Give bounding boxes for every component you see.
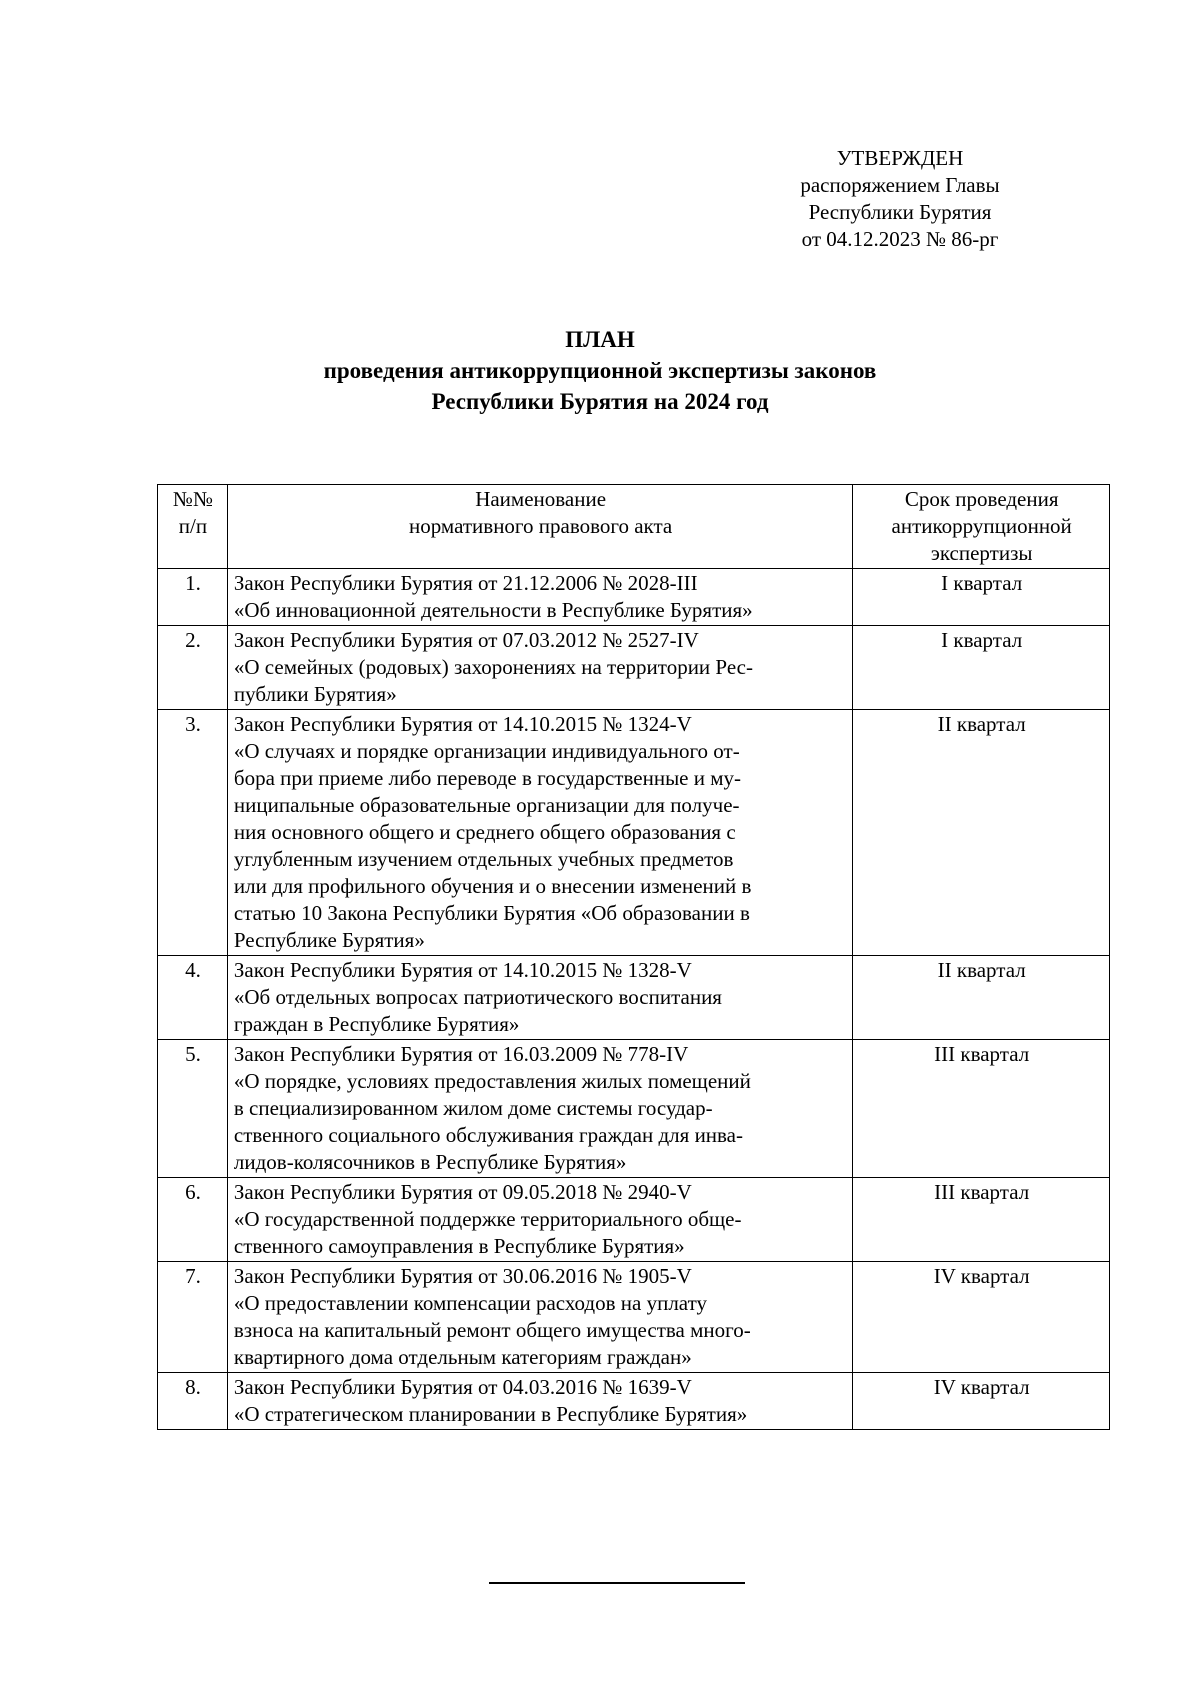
approval-date-number: от 04.12.2023 № 86-рг xyxy=(801,227,999,251)
table-row xyxy=(158,710,1110,956)
act-reference: Закон Республики Бурятия от 30.06.2016 № 1905-V xyxy=(233,1264,692,1288)
act-title-line: «Об отдельных вопросах патриотического воспитания xyxy=(233,985,722,1009)
plan-table xyxy=(157,484,1110,1430)
approval-line: распоряжением Главы xyxy=(800,173,1000,197)
term-cell: III квартал xyxy=(853,1178,1110,1262)
act-title-line: ния основного общего и среднего общего образования с xyxy=(233,820,736,844)
act-title-line: «О семейных (родовых) захоронениях на территории Рес- xyxy=(233,655,753,679)
row-number: 6. xyxy=(158,1178,228,1262)
act-title-line: квартирного дома отдельным категориям граждан» xyxy=(233,1345,692,1369)
act-title-line: в специализированном жилом доме системы государ- xyxy=(233,1096,713,1120)
act-title-line: Республике Бурятия» xyxy=(233,928,425,952)
table-row xyxy=(158,626,1110,710)
table-row xyxy=(158,569,1110,626)
term-cell: II квартал xyxy=(853,710,1110,956)
act-title-line: «О случаях и порядке организации индивидуального от- xyxy=(233,739,740,763)
act-name-cell xyxy=(227,1178,852,1262)
act-reference: Закон Республики Бурятия от 21.12.2006 № 2028-III xyxy=(233,571,698,595)
act-reference: Закон Республики Бурятия от 07.03.2012 № 2527-IV xyxy=(233,628,699,652)
table-row xyxy=(158,1178,1110,1262)
act-title-line: статью 10 Закона Республики Бурятия «Об образовании в xyxy=(233,901,750,925)
row-number: 7. xyxy=(158,1262,228,1373)
table-row xyxy=(158,1262,1110,1373)
table-row xyxy=(158,1040,1110,1178)
approval-heading: УТВЕРЖДЕН xyxy=(836,146,964,170)
act-name-cell xyxy=(227,626,852,710)
document-title xyxy=(0,324,1200,417)
act-title-line: «О порядке, условиях предоставления жилых помещений xyxy=(233,1069,751,1093)
row-number: 3. xyxy=(158,710,228,956)
term-cell: I квартал xyxy=(853,626,1110,710)
act-title-line: или для профильного обучения и о внесении изменений в xyxy=(233,874,752,898)
act-title-line: бора при приеме либо переводе в государственные и му- xyxy=(233,766,742,790)
header-term: Срок проведения антикоррупционной экспертизы xyxy=(853,485,1110,569)
act-reference: Закон Республики Бурятия от 14.10.2015 № 1324-V xyxy=(233,712,692,736)
act-title-line: ственного самоуправления в Республике Бурятия» xyxy=(233,1234,685,1258)
act-title-line: ниципальные образовательные организации для получе- xyxy=(233,793,740,817)
act-name-cell xyxy=(227,1040,852,1178)
act-title-line: публики Бурятия» xyxy=(233,682,397,706)
term-cell: III квартал xyxy=(853,1040,1110,1178)
closing-rule-divider xyxy=(489,1582,745,1584)
act-title-line: взноса на капитальный ремонт общего имущества много- xyxy=(233,1318,751,1342)
act-reference: Закон Республики Бурятия от 14.10.2015 № 1328-V xyxy=(233,958,692,982)
act-name-cell xyxy=(227,710,852,956)
act-name-cell xyxy=(227,956,852,1040)
row-number: 4. xyxy=(158,956,228,1040)
title-subtitle: Республики Бурятия на 2024 год xyxy=(431,389,769,414)
header-number: №№ п/п xyxy=(158,485,228,569)
approval-stamp-block xyxy=(770,145,1030,253)
table-row xyxy=(158,956,1110,1040)
act-title-line: лидов-колясочников в Республике Бурятия» xyxy=(233,1150,627,1174)
approval-line: Республики Бурятия xyxy=(808,200,992,224)
act-name-cell xyxy=(227,1373,852,1430)
term-cell: IV квартал xyxy=(853,1373,1110,1430)
act-title-line: «Об инновационной деятельности в Республике Бурятия» xyxy=(233,598,753,622)
row-number: 2. xyxy=(158,626,228,710)
act-title-line: «О стратегическом планировании в Республике Бурятия» xyxy=(233,1402,748,1426)
act-title-line: граждан в Республике Бурятия» xyxy=(233,1012,520,1036)
act-name-cell xyxy=(227,1262,852,1373)
act-reference: Закон Республики Бурятия от 09.05.2018 № 2940-V xyxy=(233,1180,692,1204)
act-title-line: «О государственной поддержке территориального обще- xyxy=(233,1207,742,1231)
table-row xyxy=(158,1373,1110,1430)
row-number: 1. xyxy=(158,569,228,626)
title-heading: ПЛАН xyxy=(565,327,635,352)
row-number: 5. xyxy=(158,1040,228,1178)
term-cell: I квартал xyxy=(853,569,1110,626)
table-header-row xyxy=(158,485,1110,569)
header-act-name: Наименование нормативного правового акта xyxy=(227,485,852,569)
act-reference: Закон Республики Бурятия от 04.03.2016 № 1639-V xyxy=(233,1375,692,1399)
act-title-line: «О предоставлении компенсации расходов на уплату xyxy=(233,1291,707,1315)
act-reference: Закон Республики Бурятия от 16.03.2009 № 778-IV xyxy=(233,1042,689,1066)
row-number: 8. xyxy=(158,1373,228,1430)
act-title-line: углубленным изучением отдельных учебных предметов xyxy=(233,847,734,871)
act-title-line: ственного социального обслуживания граждан для инва- xyxy=(233,1123,743,1147)
act-name-cell xyxy=(227,569,852,626)
term-cell: II квартал xyxy=(853,956,1110,1040)
title-subtitle: проведения антикоррупционной экспертизы законов xyxy=(323,358,877,383)
term-cell: IV квартал xyxy=(853,1262,1110,1373)
